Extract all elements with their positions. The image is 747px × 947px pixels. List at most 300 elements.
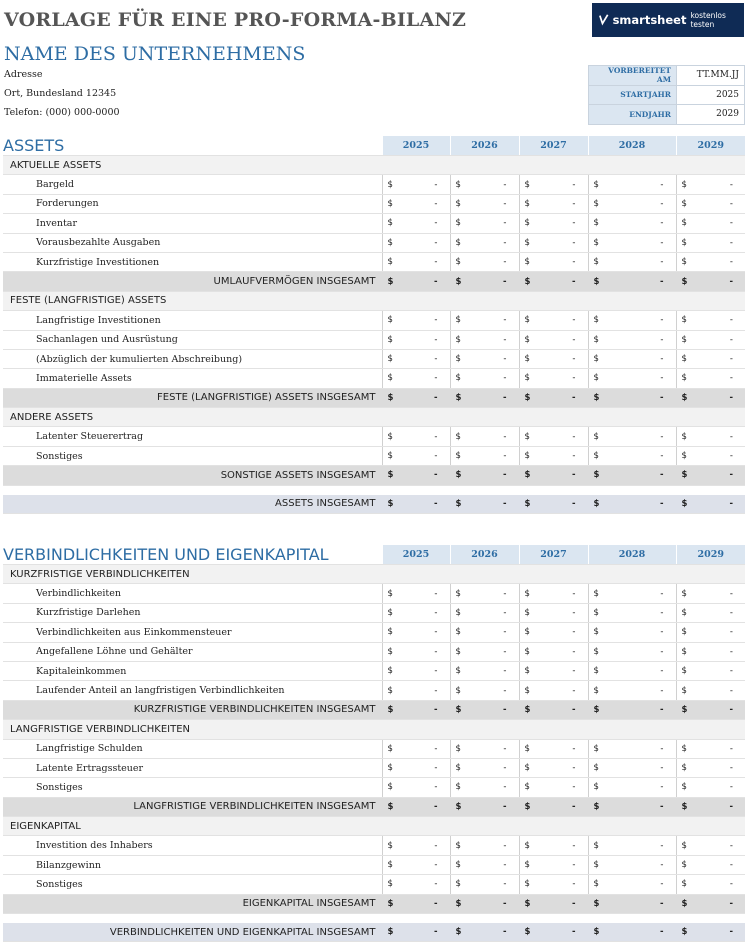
- amount-cell[interactable]: [382, 446, 450, 465]
- city-line[interactable]: Ort, Bundesland 12345: [4, 88, 117, 99]
- line-item-label[interactable]: Angefallene Löhne und Gehälter: [3, 642, 382, 661]
- amount-cell[interactable]: [588, 739, 676, 758]
- currency-symbol: $: [681, 860, 687, 871]
- currency-symbol: $: [593, 704, 600, 715]
- line-item-label[interactable]: Langfristige Investitionen: [3, 311, 382, 330]
- amount-value: -: [572, 666, 576, 677]
- line-item-row: [3, 778, 745, 797]
- currency-symbol: $: [387, 470, 394, 481]
- amount-cell[interactable]: [450, 233, 519, 252]
- amount-value: -: [434, 334, 438, 345]
- currency-symbol: $: [524, 198, 530, 209]
- currency-symbol: $: [387, 257, 393, 268]
- amount-cell[interactable]: [382, 778, 450, 797]
- amount-cell[interactable]: [519, 233, 588, 252]
- amount-cell[interactable]: [519, 330, 588, 349]
- amount-cell[interactable]: [450, 214, 519, 233]
- line-item-row: [3, 214, 745, 233]
- amount-cell[interactable]: [588, 778, 676, 797]
- assets-table: [3, 136, 745, 514]
- amount-cell[interactable]: [382, 855, 450, 874]
- amount-cell[interactable]: [382, 330, 450, 349]
- amount-cell: [450, 388, 519, 407]
- amount-value: -: [729, 257, 733, 268]
- year-header: 2025: [382, 136, 450, 156]
- currency-symbol: $: [524, 646, 530, 657]
- amount-cell[interactable]: [588, 623, 676, 642]
- category-row: [3, 291, 745, 310]
- amount-cell[interactable]: [676, 875, 745, 894]
- amount-value: -: [729, 392, 733, 403]
- amount-cell[interactable]: [450, 252, 519, 271]
- amount-cell[interactable]: [519, 623, 588, 642]
- amount-cell[interactable]: [588, 349, 676, 368]
- amount-value: -: [434, 763, 438, 774]
- line-item-label[interactable]: Sonstiges: [3, 446, 382, 465]
- total-label: LANGFRISTIGE VERBINDLICHKEITEN INSGESAMT: [3, 797, 382, 816]
- currency-symbol: $: [455, 607, 461, 618]
- amount-cell[interactable]: [450, 739, 519, 758]
- amount-cell[interactable]: [519, 603, 588, 622]
- amount-cell[interactable]: [450, 446, 519, 465]
- amount-cell[interactable]: [382, 349, 450, 368]
- company-name[interactable]: NAME DES UNTERNEHMENS: [4, 43, 306, 65]
- currency-symbol: $: [593, 607, 599, 618]
- amount-cell[interactable]: [588, 603, 676, 622]
- amount-cell[interactable]: [382, 252, 450, 271]
- line-item-label[interactable]: Sonstiges: [3, 875, 382, 894]
- amount-cell[interactable]: [519, 311, 588, 330]
- currency-symbol: $: [593, 627, 599, 638]
- amount-cell: [450, 495, 519, 514]
- amount-cell[interactable]: [676, 584, 745, 603]
- smartsheet-check-icon: [599, 13, 609, 27]
- line-item-label[interactable]: Langfristige Schulden: [3, 739, 382, 758]
- amount-cell[interactable]: [450, 369, 519, 388]
- amount-cell: [450, 797, 519, 816]
- amount-cell[interactable]: [519, 642, 588, 661]
- amount-cell[interactable]: [519, 427, 588, 446]
- meta-value[interactable]: TT.MM.JJ: [677, 66, 745, 86]
- amount-cell[interactable]: [588, 836, 676, 855]
- amount-value: -: [571, 898, 576, 909]
- address-line[interactable]: Adresse: [4, 69, 43, 80]
- amount-cell[interactable]: [382, 214, 450, 233]
- line-item-label[interactable]: Investition des Inhabers: [3, 836, 382, 855]
- amount-cell[interactable]: [519, 369, 588, 388]
- amount-cell[interactable]: [588, 252, 676, 271]
- amount-cell[interactable]: [382, 836, 450, 855]
- amount-cell[interactable]: [382, 681, 450, 700]
- amount-cell[interactable]: [519, 681, 588, 700]
- currency-symbol: $: [524, 801, 531, 812]
- amount-cell[interactable]: [450, 623, 519, 642]
- amount-cell[interactable]: [588, 214, 676, 233]
- amount-cell[interactable]: [676, 855, 745, 874]
- amount-cell[interactable]: [588, 661, 676, 680]
- amount-cell[interactable]: [676, 758, 745, 777]
- empty-cell: [382, 291, 450, 310]
- line-item-label[interactable]: Sonstiges: [3, 778, 382, 797]
- currency-symbol: $: [455, 498, 462, 509]
- currency-symbol: $: [455, 354, 461, 365]
- amount-value: -: [434, 198, 438, 209]
- currency-symbol: $: [593, 373, 599, 384]
- amount-cell[interactable]: [676, 603, 745, 622]
- amount-value: -: [434, 743, 438, 754]
- subtotal-row: [3, 700, 745, 719]
- empty-cell: [450, 291, 519, 310]
- empty-cell: [450, 408, 519, 427]
- amount-cell[interactable]: [519, 739, 588, 758]
- empty-cell: [450, 156, 519, 175]
- amount-value: -: [503, 685, 507, 696]
- amount-cell[interactable]: [588, 875, 676, 894]
- line-item-label[interactable]: Latente Ertragssteuer: [3, 758, 382, 777]
- year-header: 2027: [519, 136, 588, 156]
- amount-cell[interactable]: [382, 584, 450, 603]
- amount-value: -: [729, 898, 733, 909]
- line-item-label[interactable]: Verbindlichkeiten aus Einkommensteuer: [3, 623, 382, 642]
- amount-value: -: [434, 237, 438, 248]
- amount-cell: [519, 388, 588, 407]
- amount-cell[interactable]: [588, 194, 676, 213]
- amount-value: -: [729, 451, 733, 462]
- grand-total-row: [3, 495, 745, 514]
- amount-cell[interactable]: [450, 875, 519, 894]
- amount-value: -: [729, 840, 733, 851]
- amount-value: -: [572, 646, 576, 657]
- meta-label: STARTJAHR: [589, 85, 677, 105]
- meta-table: [588, 65, 745, 125]
- currency-symbol: $: [593, 198, 599, 209]
- empty-cell: [450, 817, 519, 836]
- amount-cell[interactable]: [588, 855, 676, 874]
- currency-symbol: $: [681, 276, 688, 287]
- amount-cell[interactable]: [519, 758, 588, 777]
- amount-cell[interactable]: [676, 194, 745, 213]
- amount-cell[interactable]: [588, 311, 676, 330]
- year-header: 2027: [519, 545, 588, 565]
- amount-cell[interactable]: [450, 311, 519, 330]
- amount-cell: [382, 797, 450, 816]
- category-row: [3, 156, 745, 175]
- currency-symbol: $: [455, 860, 461, 871]
- amount-cell[interactable]: [519, 252, 588, 271]
- amount-cell[interactable]: [382, 875, 450, 894]
- amount-cell: [382, 894, 450, 913]
- total-label: UMLAUFVERMÖGEN INSGESAMT: [3, 272, 382, 291]
- currency-symbol: $: [455, 257, 461, 268]
- currency-symbol: $: [681, 743, 687, 754]
- amount-cell: [676, 466, 745, 485]
- amount-cell[interactable]: [676, 214, 745, 233]
- smartsheet-banner[interactable]: [592, 3, 744, 37]
- currency-symbol: $: [593, 685, 599, 696]
- section-title: ASSETS: [3, 136, 382, 156]
- amount-value: -: [729, 498, 733, 509]
- amount-value: -: [660, 782, 664, 793]
- line-item-label[interactable]: Verbindlichkeiten: [3, 584, 382, 603]
- amount-cell[interactable]: [588, 758, 676, 777]
- amount-cell[interactable]: [450, 427, 519, 446]
- currency-symbol: $: [387, 666, 393, 677]
- currency-symbol: $: [681, 927, 688, 938]
- amount-value: -: [433, 392, 438, 403]
- year-header: 2026: [450, 136, 519, 156]
- amount-cell[interactable]: [588, 233, 676, 252]
- meta-value[interactable]: 2029: [677, 105, 745, 125]
- amount-cell[interactable]: [382, 642, 450, 661]
- currency-symbol: $: [455, 627, 461, 638]
- amount-cell[interactable]: [588, 427, 676, 446]
- amount-cell[interactable]: [382, 427, 450, 446]
- line-item-row: [3, 311, 745, 330]
- empty-cell: [676, 817, 745, 836]
- line-item-row: [3, 330, 745, 349]
- currency-symbol: $: [455, 237, 461, 248]
- amount-cell[interactable]: [676, 739, 745, 758]
- amount-cell[interactable]: [382, 194, 450, 213]
- currency-symbol: $: [387, 607, 393, 618]
- amount-cell[interactable]: [450, 836, 519, 855]
- amount-cell[interactable]: [519, 214, 588, 233]
- amount-cell[interactable]: [450, 778, 519, 797]
- amount-value: -: [660, 179, 664, 190]
- year-header: 2029: [676, 136, 745, 156]
- currency-symbol: $: [524, 627, 530, 638]
- amount-cell[interactable]: [676, 349, 745, 368]
- currency-symbol: $: [681, 782, 687, 793]
- amount-cell[interactable]: [676, 311, 745, 330]
- currency-symbol: $: [681, 685, 687, 696]
- line-item-label[interactable]: Kapitaleinkommen: [3, 661, 382, 680]
- amount-value: -: [434, 588, 438, 599]
- meta-value[interactable]: 2025: [677, 85, 745, 105]
- empty-cell: [519, 817, 588, 836]
- currency-symbol: $: [524, 763, 530, 774]
- amount-cell: [519, 466, 588, 485]
- amount-cell[interactable]: [450, 175, 519, 194]
- line-item-label[interactable]: Sachanlagen und Ausrüstung: [3, 330, 382, 349]
- amount-value: -: [434, 840, 438, 851]
- amount-value: -: [572, 257, 576, 268]
- line-item-label[interactable]: (Abzüglich der kumulierten Abschreibung): [3, 349, 382, 368]
- line-item-label[interactable]: Laufender Anteil an langfristigen Verbindlichkeiten: [3, 681, 382, 700]
- line-item-label[interactable]: Immaterielle Assets: [3, 369, 382, 388]
- amount-cell: [382, 466, 450, 485]
- line-item-label[interactable]: Vorausbezahlte Ausgaben: [3, 233, 382, 252]
- currency-symbol: $: [455, 879, 461, 890]
- line-item-label[interactable]: Latenter Steuerertrag: [3, 427, 382, 446]
- amount-cell[interactable]: [382, 175, 450, 194]
- amount-cell: [450, 700, 519, 719]
- line-item-label[interactable]: Kurzfristige Darlehen: [3, 603, 382, 622]
- line-item-label[interactable]: Bargeld: [3, 175, 382, 194]
- total-label: SONSTIGE ASSETS INSGESAMT: [3, 466, 382, 485]
- amount-cell: [588, 466, 676, 485]
- amount-cell[interactable]: [519, 836, 588, 855]
- amount-cell[interactable]: [382, 233, 450, 252]
- amount-cell[interactable]: [588, 681, 676, 700]
- phone-line[interactable]: Telefon: (000) 000-0000: [4, 107, 120, 118]
- amount-value: -: [503, 782, 507, 793]
- amount-cell[interactable]: [382, 623, 450, 642]
- amount-cell[interactable]: [676, 175, 745, 194]
- amount-value: -: [434, 607, 438, 618]
- amount-value: -: [572, 607, 576, 618]
- currency-symbol: $: [387, 431, 393, 442]
- amount-value: -: [572, 237, 576, 248]
- currency-symbol: $: [593, 860, 599, 871]
- amount-cell[interactable]: [450, 194, 519, 213]
- amount-cell[interactable]: [450, 349, 519, 368]
- amount-cell[interactable]: [519, 661, 588, 680]
- amount-cell[interactable]: [588, 642, 676, 661]
- amount-value: -: [571, 927, 576, 938]
- empty-cell: [519, 408, 588, 427]
- amount-cell[interactable]: [450, 584, 519, 603]
- currency-symbol: $: [524, 860, 530, 871]
- amount-cell[interactable]: [676, 623, 745, 642]
- amount-cell[interactable]: [676, 446, 745, 465]
- amount-value: -: [572, 860, 576, 871]
- line-item-row: [3, 427, 745, 446]
- amount-cell[interactable]: [382, 369, 450, 388]
- currency-symbol: $: [593, 179, 599, 190]
- amount-cell[interactable]: [519, 349, 588, 368]
- amount-value: -: [659, 392, 664, 403]
- currency-symbol: $: [681, 607, 687, 618]
- amount-cell[interactable]: [382, 758, 450, 777]
- line-item-label[interactable]: Forderungen: [3, 194, 382, 213]
- currency-symbol: $: [681, 198, 687, 209]
- amount-cell[interactable]: [676, 369, 745, 388]
- currency-symbol: $: [593, 218, 599, 229]
- amount-cell[interactable]: [450, 330, 519, 349]
- amount-value: -: [502, 276, 507, 287]
- currency-symbol: $: [681, 334, 687, 345]
- amount-cell[interactable]: [588, 446, 676, 465]
- amount-cell[interactable]: [588, 369, 676, 388]
- currency-symbol: $: [593, 354, 599, 365]
- amount-cell[interactable]: [676, 778, 745, 797]
- amount-value: -: [433, 498, 438, 509]
- amount-cell[interactable]: [676, 836, 745, 855]
- amount-cell[interactable]: [382, 661, 450, 680]
- amount-cell[interactable]: [676, 681, 745, 700]
- amount-cell[interactable]: [519, 194, 588, 213]
- amount-value: -: [572, 354, 576, 365]
- amount-cell[interactable]: [382, 311, 450, 330]
- currency-symbol: $: [593, 801, 600, 812]
- year-header: 2025: [382, 545, 450, 565]
- amount-cell[interactable]: [676, 330, 745, 349]
- amount-value: -: [660, 373, 664, 384]
- amount-cell: [676, 495, 745, 514]
- amount-cell[interactable]: [450, 603, 519, 622]
- amount-value: -: [660, 198, 664, 209]
- currency-symbol: $: [455, 840, 461, 851]
- amount-value: -: [660, 354, 664, 365]
- amount-cell[interactable]: [519, 875, 588, 894]
- amount-cell[interactable]: [382, 603, 450, 622]
- amount-cell[interactable]: [519, 778, 588, 797]
- amount-value: -: [571, 392, 576, 403]
- currency-symbol: $: [387, 704, 394, 715]
- amount-cell[interactable]: [676, 233, 745, 252]
- empty-cell: [450, 565, 519, 584]
- amount-value: -: [502, 470, 507, 481]
- amount-value: -: [502, 392, 507, 403]
- line-item-label[interactable]: Bilanzgewinn: [3, 855, 382, 874]
- amount-cell[interactable]: [676, 661, 745, 680]
- amount-value: -: [572, 373, 576, 384]
- line-item-row: [3, 603, 745, 622]
- currency-symbol: $: [681, 498, 688, 509]
- amount-value: -: [729, 588, 733, 599]
- currency-symbol: $: [387, 451, 393, 462]
- amount-cell[interactable]: [676, 427, 745, 446]
- amount-value: -: [503, 257, 507, 268]
- line-item-label[interactable]: Inventar: [3, 214, 382, 233]
- empty-cell: [519, 720, 588, 739]
- empty-cell: [676, 156, 745, 175]
- amount-value: -: [729, 927, 733, 938]
- amount-cell[interactable]: [588, 330, 676, 349]
- amount-value: -: [572, 840, 576, 851]
- amount-cell[interactable]: [519, 855, 588, 874]
- category-row: [3, 565, 745, 584]
- amount-cell[interactable]: [676, 642, 745, 661]
- line-item-row: [3, 623, 745, 642]
- currency-symbol: $: [681, 373, 687, 384]
- amount-value: -: [434, 431, 438, 442]
- currency-symbol: $: [455, 179, 461, 190]
- currency-symbol: $: [387, 860, 393, 871]
- amount-value: -: [572, 685, 576, 696]
- amount-cell[interactable]: [450, 642, 519, 661]
- amount-cell[interactable]: [450, 681, 519, 700]
- amount-value: -: [729, 334, 733, 345]
- amount-value: -: [729, 879, 733, 890]
- currency-symbol: $: [681, 879, 687, 890]
- amount-cell[interactable]: [519, 446, 588, 465]
- amount-cell[interactable]: [588, 584, 676, 603]
- line-item-label[interactable]: Kurzfristige Investitionen: [3, 252, 382, 271]
- currency-symbol: $: [387, 198, 393, 209]
- amount-value: -: [434, 879, 438, 890]
- currency-symbol: $: [455, 392, 462, 403]
- amount-cell[interactable]: [382, 739, 450, 758]
- amount-cell: [382, 923, 450, 942]
- amount-value: -: [729, 179, 733, 190]
- currency-symbol: $: [455, 315, 461, 326]
- currency-symbol: $: [593, 470, 600, 481]
- amount-cell[interactable]: [519, 584, 588, 603]
- amount-value: -: [660, 685, 664, 696]
- amount-cell[interactable]: [450, 855, 519, 874]
- amount-cell[interactable]: [450, 758, 519, 777]
- amount-cell[interactable]: [588, 175, 676, 194]
- amount-value: -: [572, 627, 576, 638]
- empty-cell: [588, 720, 676, 739]
- currency-symbol: $: [455, 373, 461, 384]
- amount-cell[interactable]: [676, 252, 745, 271]
- currency-symbol: $: [387, 354, 393, 365]
- amount-cell[interactable]: [519, 175, 588, 194]
- amount-cell[interactable]: [450, 661, 519, 680]
